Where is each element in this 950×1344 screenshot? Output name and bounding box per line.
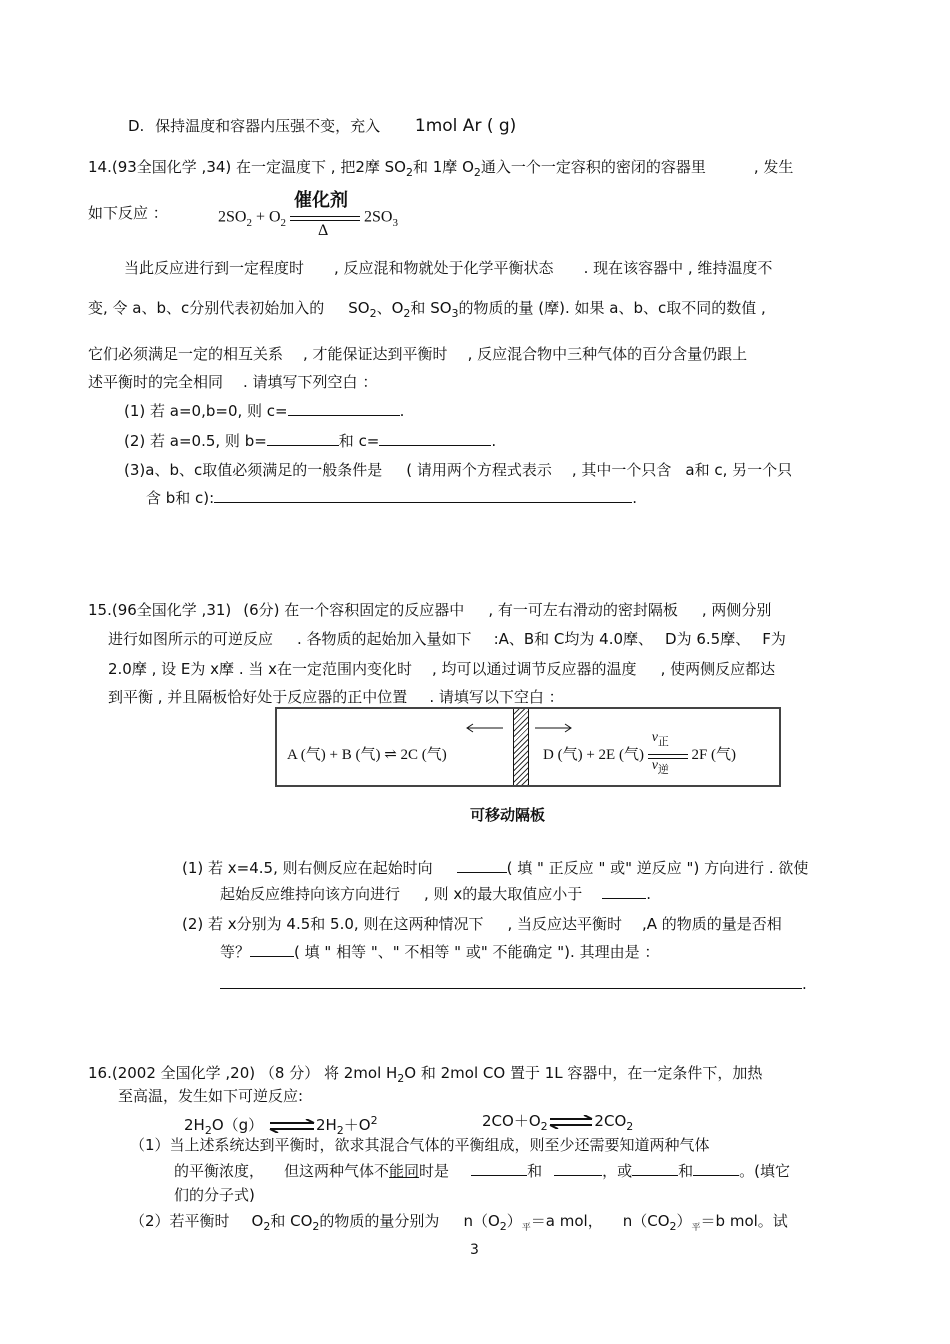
q14-part-1 [124,401,404,421]
subscript: 2 [370,1114,378,1127]
q14-text: 和 SO [410,299,452,317]
q16-text: 至高温，发生如下可逆反应: [118,1087,304,1105]
answer-blank-equal[interactable] [250,942,294,957]
q14-text: , 其中一个只含 [571,461,672,479]
eq-term: 2SO [364,208,393,226]
q15-text: 进行如图所示的可逆反应 [108,630,274,648]
q16-text: （2）若平衡时 [130,1212,230,1230]
answer-blank-gas-2[interactable] [554,1161,602,1176]
eq-term: 2CO [594,1112,627,1130]
left-arrow-icon [465,723,505,733]
q14-text: 含 b和 c): [146,489,215,507]
q15-text: . [802,975,807,993]
q16-text: O [251,1212,264,1230]
subscript: 2 [280,216,287,229]
q15-part-2 [182,914,782,934]
q14-line-2 [88,203,168,223]
movable-partition[interactable] [513,709,529,785]
q14-equation [218,190,398,239]
eq-term: ＋O [343,1116,371,1134]
q15-text: :A、B和 C均为 4.0摩、 [493,630,654,648]
answer-blank-conditions[interactable] [214,488,632,503]
right-reaction-left: D (气) + 2E (气) [543,747,644,763]
eq-term: 2H [315,1116,337,1134]
q15-text: F为 [762,630,786,648]
eq-term: + O [251,208,281,226]
q15-text: 到平衡 , 并且隔板恰好处于反应器的正中位置 [108,688,408,706]
subscript: 2 [336,1124,344,1137]
q14-text: (3)a、b、c取值必须满足的一般条件是 [124,461,383,479]
q16-part-1 [130,1135,710,1155]
q14-text: , 反应混合物中三种气体的百分含量仍跟上 [467,345,748,363]
forward-rate-label [652,730,669,749]
q14-text: . [399,402,405,420]
answer-blank-b[interactable] [267,431,339,446]
q16-text: ＝a mol， [530,1212,603,1230]
q16-text: 们的分子式) [174,1186,255,1204]
subscript: 2 [626,1120,634,1133]
subscript: 2 [369,307,377,320]
subscript: 3 [451,307,459,320]
q16-text: ） [506,1212,522,1230]
q15-text: . [646,885,651,903]
answer-blank-gas-4[interactable] [693,1161,739,1176]
reverse-rate-label [652,758,669,777]
q14-part-3 [124,460,792,480]
subscript: 2 [540,1120,548,1133]
q15-text: 等？ [220,943,251,961]
q14-text: 通入一个一定容积的密闭的容器里 [480,158,706,176]
q16-line-2 [118,1086,303,1106]
q16-text: 和 [678,1162,694,1180]
q14-part-2 [124,431,496,451]
q14-text: SO [348,299,370,317]
q14-text: (1) 若 a=0,b=0, 则 c= [124,402,288,420]
right-reaction-right: 2F (气) [691,747,737,763]
q15-text: , 有一可左右滑动的密封隔板 [488,601,678,619]
q14-text: . [491,432,497,450]
answer-blank-max-x[interactable] [602,884,646,899]
q14-text: , 发生 [753,158,794,176]
partition-caption: 可移动隔板 [470,806,546,824]
q15-text: D为 6.5摩、 [665,630,751,648]
q14-text: 和 c= [338,432,380,450]
answer-blank-c[interactable] [288,401,400,416]
q16-text: O 和 2mol CO 置于 1L 容器中，在一定条件下，加热 [404,1064,763,1082]
q14-text: a和 c, 另一个只 [685,461,793,479]
q14-text: 、O [376,299,404,317]
subscript: 2 [403,307,411,320]
q15-text: . 请填写以下空白 ： [429,688,564,706]
q14-text: . 现在该容器中 , 维持温度不 [583,259,773,277]
left-reaction: A (气) + B (气) ⇌ 2C (气) [287,747,447,763]
q15-text: , 当反应达平衡时 [507,915,622,933]
q16-text: 的物质的量分别为 [319,1212,440,1230]
subscript: 2 [246,216,252,229]
heat-label: Δ [318,222,329,239]
right-arrow-icon [533,723,573,733]
q15-line-2 [108,629,786,649]
q16-text: ，或 [602,1162,633,1180]
eq-term: 2H [184,1116,205,1134]
catalyst-arrow [290,190,360,239]
q14-text: (2) 若 a=0.5, 则 b= [124,432,267,450]
subscript: 2 [263,1220,271,1233]
answer-blank-c2[interactable] [379,431,491,446]
q16-text: 16.(2002 全国化学 ,20) （8 分） 将 2mol H [88,1064,398,1082]
q14-text: 如下反应 ： [88,204,168,222]
q15-text: 15.(96全国化学 ,31) [88,601,232,619]
answer-blank-direction[interactable] [457,858,507,873]
q14-text: . 请填写下列空白 ： [243,373,378,391]
v-symbol: v [651,757,658,773]
subscript: 2 [312,1220,320,1233]
right-reaction [543,729,737,776]
subscript: 逆 [657,763,669,776]
q16-text: 和 CO [270,1212,313,1230]
reaction-double-line [290,216,360,221]
q15-text: (2) 若 x分别为 4.5和 5.0, 则在这两种情况下 [182,915,484,933]
q15-text: , 均可以通过调节反应器的温度 [432,660,637,678]
q15-part-2b [220,942,659,962]
q14-text: 变, 令 a、b、c分别代表初始加入的 [88,299,325,317]
reactor-diagram [275,707,781,787]
q14-line-4 [88,298,766,324]
q14-text: 和 1摩 O [412,158,474,176]
subscript: 2 [405,166,413,179]
q15-line-1 [88,600,771,620]
q15-text: , 两侧分别 [701,601,772,619]
q14-line-3 [124,258,772,278]
q15-text: . 各物质的起始加入量如下 [297,630,472,648]
q15-text: 2.0摩 , 设 E为 x摩 . 当 x在一定范围内变化时 [108,660,413,678]
q16-text: ） [676,1212,692,1230]
answer-blank-gas-3[interactable] [632,1161,678,1176]
q15-line-3 [108,659,775,679]
subscript: 3 [392,216,398,229]
q16-part-2 [130,1211,788,1238]
q15-part-1b [220,884,651,904]
q15-text: 起始反应维持向该方向进行 [220,885,401,903]
q14-text: . [632,489,637,507]
q14-line-1 [88,157,793,183]
q15-part-2c [220,974,807,994]
answer-blank-reason[interactable] [220,974,802,989]
q14-text: , 才能保证达到平衡时 [303,345,448,363]
subscript: 2 [204,1124,212,1137]
answer-blank-gas-1[interactable] [471,1161,527,1176]
subscript: 平 [691,1223,701,1233]
q16-text: n（O [463,1212,500,1230]
subscript: 平 [521,1223,531,1233]
option-d-label: D. [128,117,145,135]
option-d [128,116,516,136]
q14-text: , 反应混和物就处于化学平衡状态 [334,259,554,277]
q16-part-1c [174,1185,255,1205]
rate-arrows [648,729,688,776]
reversible-arrow-icon [268,1119,316,1133]
q14-line-5 [88,344,747,364]
q15-text: (1) 若 x=4.5, 则右侧反应在起始时向 [182,859,433,877]
subscript: 2 [473,166,481,179]
q15-line-4 [108,687,564,707]
q16-text: 但这两种气体不 [284,1162,390,1180]
q16-text: 。(填它 [739,1162,790,1180]
q14-text: 它们必须满足一定的相互关系 [88,345,284,363]
q16-text: 的平衡浓度， [174,1162,265,1180]
subscript: 2 [669,1220,677,1233]
q16-equation-2 [482,1111,633,1137]
q16-text: n（CO [622,1212,670,1230]
q14-part-3b [146,488,637,508]
q16-text: 和 [527,1162,543,1180]
subscript: 2 [499,1220,507,1233]
q14-text: 当此反应进行到一定程度时 [124,259,305,277]
q15-text: ,A 的物质的量是否相 [642,915,782,933]
catalyst-label: 催化剂 [294,190,349,210]
q14-text: 的物质的量 (摩). 如果 a、b、c取不同的数值 , [458,299,766,317]
eq-term: 2SO [218,208,247,226]
q16-text: （1）当上述系统达到平衡时，欲求其混合气体的平衡组成，则至少还需要知道两种气体 [130,1136,710,1154]
q14-line-6 [88,372,377,392]
q16-text: 时是 [419,1162,450,1180]
eq-term: 2CO＋O [482,1112,541,1130]
q14-text: 述平衡时的完全相同 [88,373,224,391]
q15-part-1 [182,858,808,878]
q16-text: ＝b mol。试 [700,1212,788,1230]
q15-text: (6分) 在一个容积固定的反应器中 [243,601,465,619]
option-d-text: 保持温度和容器内压强不变，充入 [155,117,381,135]
q14-text: ( 请用两个方程式表示 [406,461,552,479]
v-symbol: v [651,729,658,745]
subscript: 正 [657,735,669,748]
q16-text: 能同 [389,1162,420,1180]
q15-text: ( 填 " 相等 "、" 不相等 " 或" 不能确定 "). 其理由是 ： [294,943,660,961]
q16-part-1b [174,1161,790,1181]
reversible-arrow-icon [548,1115,594,1129]
q15-text: , 则 x的最大取值应小于 [424,885,583,903]
option-d-value: 1mol Ar ( g) [414,116,517,136]
q14-text: 14.(93全国化学 ,34) 在一定温度下 , 把2摩 SO [88,158,406,176]
subscript: 2 [397,1072,405,1085]
page-number: 3 [470,1242,479,1258]
eq-term: O（g） [211,1116,264,1134]
q15-text: ( 填 " 正反应 " 或" 逆反应 ") 方向进行 . 欲使 [506,859,809,877]
q15-text: , 使两侧反应都达 [660,660,776,678]
